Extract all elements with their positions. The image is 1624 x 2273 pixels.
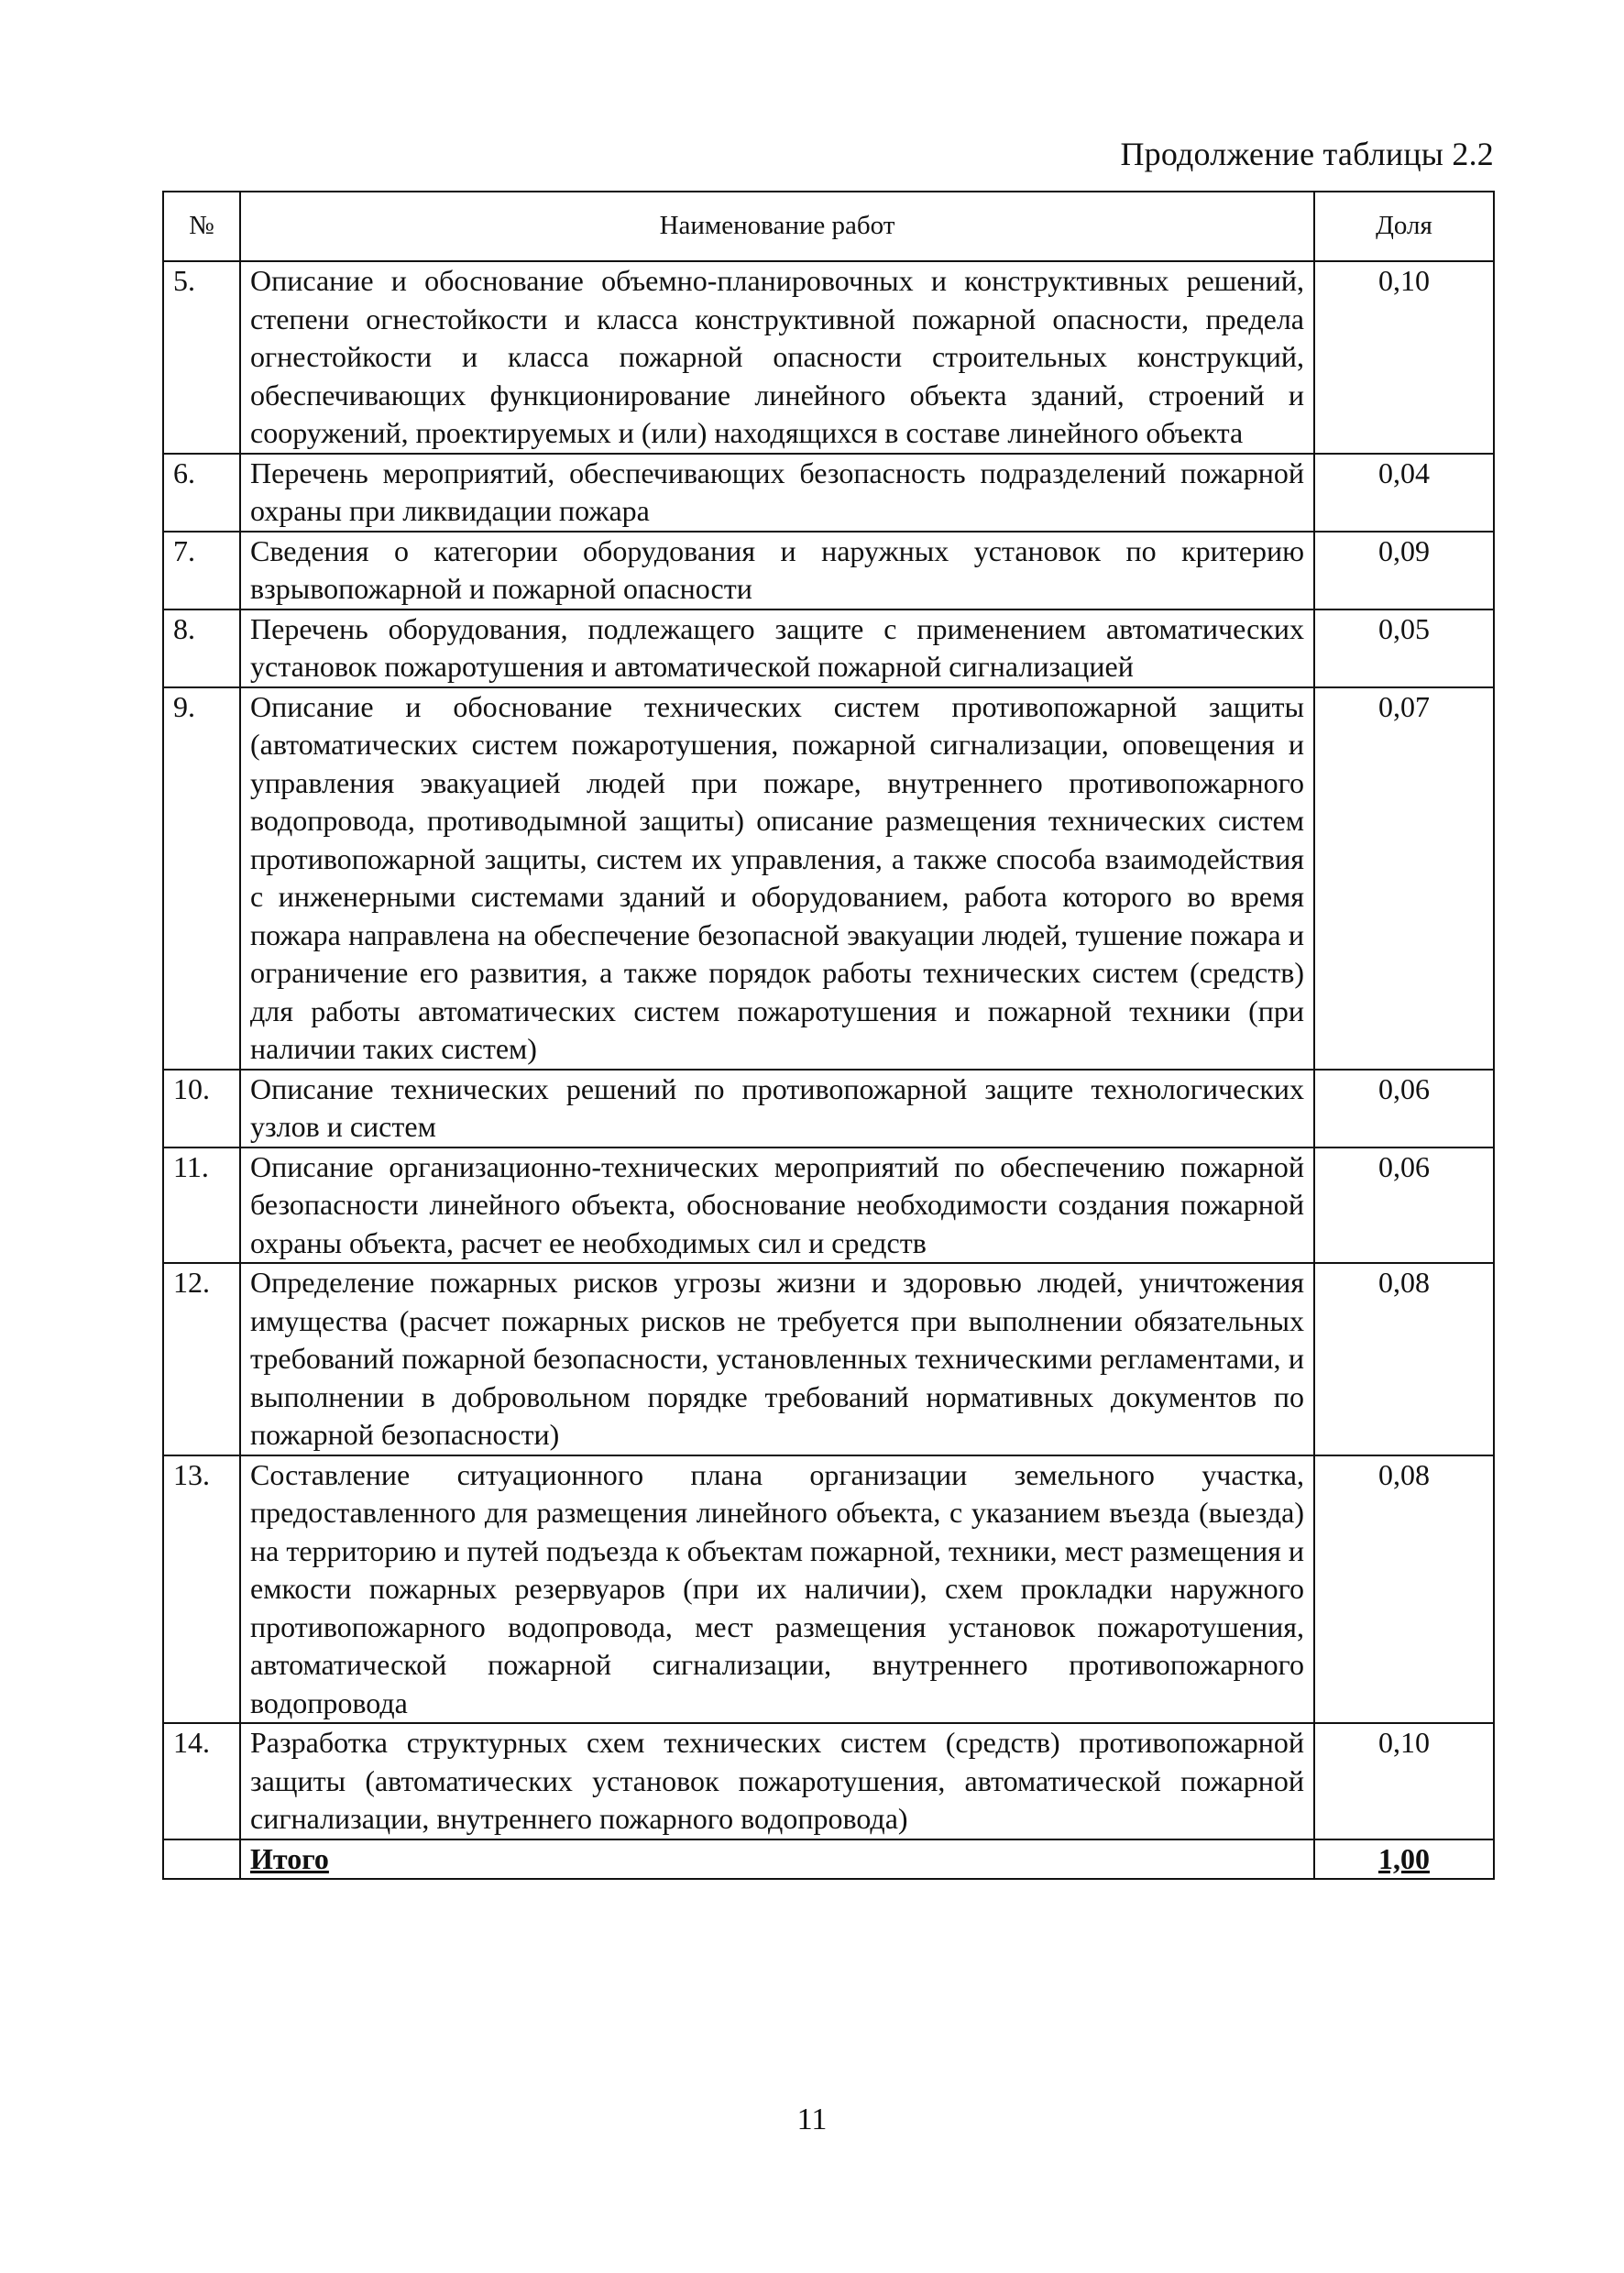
table-row — [163, 532, 1494, 609]
total-share-cell — [1314, 1839, 1494, 1880]
row-work-name: Описание организационно-технических мероприятий по обеспечению пожарной безопасности линейного объекта, обоснование необходимости создания пожарной охраны объекта, расчет ее необходимых сил и средств — [240, 1147, 1314, 1264]
header-number: № — [163, 192, 240, 261]
row-work-name: Перечень оборудования, подлежащего защите с применением автоматических установок пожаротушения и автоматической пожарной сигнализацией — [240, 609, 1314, 687]
row-number: 5. — [163, 261, 240, 454]
row-number: 14. — [163, 1723, 240, 1839]
table-row — [163, 1147, 1494, 1264]
row-share: 0,06 — [1314, 1070, 1494, 1147]
table-row — [163, 454, 1494, 532]
row-share: 0,05 — [1314, 609, 1494, 687]
row-number: 12. — [163, 1263, 240, 1455]
row-number: 7. — [163, 532, 240, 609]
row-share: 0,06 — [1314, 1147, 1494, 1264]
total-number-cell — [163, 1839, 240, 1880]
table-row — [163, 1455, 1494, 1724]
row-work-name: Разработка структурных схем технических систем (средств) противопожарной защиты (автоматических установок пожаротушения, автоматической пожарной сигнализации, внутреннего пожарного водопровода) — [240, 1723, 1314, 1839]
table-header-row — [163, 192, 1494, 261]
row-number: 11. — [163, 1147, 240, 1264]
row-work-name: Описание технических решений по противопожарной защите технологических узлов и систем — [240, 1070, 1314, 1147]
total-label: Итого — [250, 1841, 329, 1875]
table-row — [163, 1070, 1494, 1147]
row-number: 13. — [163, 1455, 240, 1724]
row-number: 10. — [163, 1070, 240, 1147]
table-row — [163, 1263, 1494, 1455]
row-work-name: Составление ситуационного плана организации земельного участка, предоставленного для размещения линейного объекта, с указанием въезда (выезда) на территорию и путей подъезда к объектам пожарной, техники, мест размещения и емкости пожарных резервуаров (при их наличии), схем прокладки наружного противопожарного водопровода, мест размещения установок пожаротушения, автоматической пожарной сигнализации, внутреннего противопожарного водопровода — [240, 1455, 1314, 1724]
header-work-name: Наименование работ — [240, 192, 1314, 261]
row-work-name: Описание и обоснование объемно-планировочных и конструктивных решений, степени огнестойкости и класса конструктивной пожарной опасности, предела огнестойкости и класса пожарной опасности строительных конструкций, обеспечивающих функционирование линейного объекта зданий, строений и сооружений, проектируемых и (или) находящихся в составе линейного объекта — [240, 261, 1314, 454]
table-continuation-label: Продолжение таблицы 2.2 — [1120, 136, 1494, 172]
total-share: 1,00 — [1378, 1841, 1430, 1875]
page-number: 11 — [796, 2103, 828, 2136]
row-share: 0,07 — [1314, 687, 1494, 1070]
table-row — [163, 261, 1494, 454]
row-work-name: Описание и обоснование технических систем противопожарной защиты (автоматических систем пожаротушения, пожарной сигнализации, оповещения и управления эвакуацией людей при пожаре, внутреннего противопожарного водопровода, противодымной защиты) описание размещения технических систем противопожарной защиты, систем их управления, а также способа взаимодействия с инженерными системами зданий и оборудованием, работа которого во время пожара направлена на обеспечение безопасной эвакуации людей, тушение пожара и ограничение его развития, а также порядок работы технических систем (средств) для работы автоматических систем пожаротушения и пожарной техники (при наличии таких систем) — [240, 687, 1314, 1070]
table-row — [163, 1723, 1494, 1839]
header-share: Доля — [1314, 192, 1494, 261]
row-work-name: Перечень мероприятий, обеспечивающих безопасность подразделений пожарной охраны при ликвидации пожара — [240, 454, 1314, 532]
row-share: 0,10 — [1314, 261, 1494, 454]
row-share: 0,08 — [1314, 1263, 1494, 1455]
total-label-cell — [240, 1839, 1314, 1880]
row-share: 0,09 — [1314, 532, 1494, 609]
row-share: 0,08 — [1314, 1455, 1494, 1724]
row-number: 9. — [163, 687, 240, 1070]
row-work-name: Определение пожарных рисков угрозы жизни и здоровью людей, уничтожения имущества (расчет пожарных рисков не требуется при выполнении обязательных требований пожарной безопасности, установленных техническими регламентами, и выполнении в добровольном порядке требований нормативных документов по пожарной безопасности) — [240, 1263, 1314, 1455]
row-work-name: Сведения о категории оборудования и наружных установок по критерию взрывопожарной и пожарной опасности — [240, 532, 1314, 609]
table-row — [163, 609, 1494, 687]
row-number: 6. — [163, 454, 240, 532]
table-row — [163, 687, 1494, 1070]
row-share: 0,04 — [1314, 454, 1494, 532]
table-total-row — [163, 1839, 1494, 1880]
works-share-table — [162, 191, 1495, 1880]
row-share: 0,10 — [1314, 1723, 1494, 1839]
row-number: 8. — [163, 609, 240, 687]
